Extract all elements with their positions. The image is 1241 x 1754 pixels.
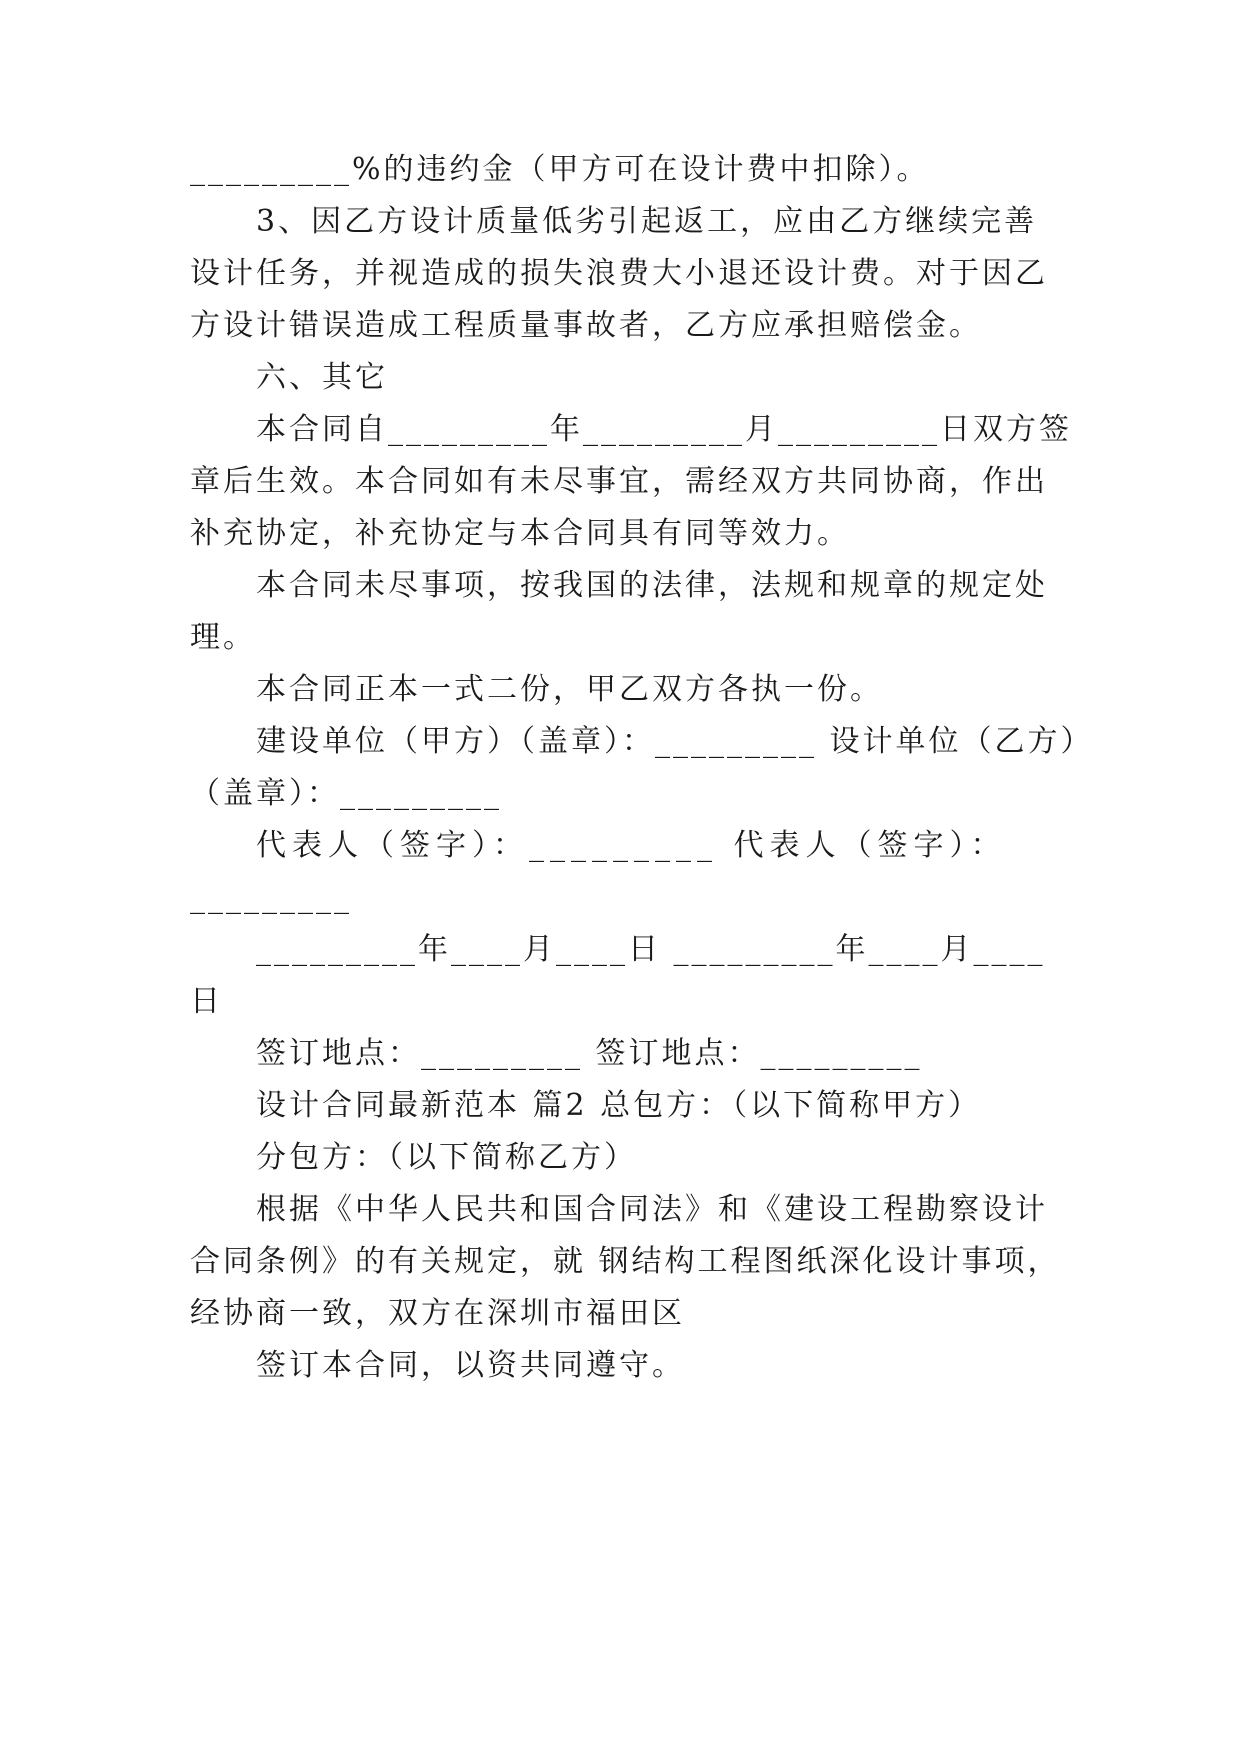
- signature-line: 代表人（签字）：_________ 代表人（签字）：: [256, 828, 1007, 863]
- section-heading: 设计合同最新范本 篇2 总包方：（以下简称甲方）: [256, 1088, 982, 1123]
- text-line: 分包方：（以下简称乙方）: [256, 1140, 637, 1175]
- text-line: 本合同正本一式二份，甲乙双方各执一份。: [256, 672, 883, 707]
- text-line: 理。: [190, 620, 256, 655]
- text-line: 本合同自_________年_________月_________日双方签: [256, 412, 1072, 447]
- location-line: 签订地点：_________ 签订地点：_________: [256, 1036, 923, 1071]
- text-line: 3、因乙方设计质量低劣引起返工，应由乙方继续完善: [256, 204, 1038, 239]
- text-line: 方设计错误造成工程质量事故者，乙方应承担赔偿金。: [190, 308, 982, 343]
- text-line: 经协商一致，双方在深圳市福田区: [190, 1296, 685, 1331]
- text-line: _________%的违约金（甲方可在设计费中扣除）。: [190, 152, 930, 187]
- text-line: 补充协定，补充协定与本合同具有同等效力。: [190, 516, 850, 551]
- text-line: 根据《中华人民共和国合同法》和《建设工程勘察设计: [256, 1192, 1048, 1227]
- text-line: 合同条例》的有关规定，就 钢结构工程图纸深化设计事项，: [190, 1244, 1061, 1279]
- text-line: 章后生效。本合同如有未尽事宜，需经双方共同协商，作出: [190, 464, 1048, 499]
- date-line: 日: [190, 984, 223, 1019]
- signature-line: _________: [190, 880, 352, 915]
- date-line: _________年____月____日 _________年____月____: [256, 932, 1046, 967]
- text-line: 本合同未尽事项，按我国的法律，法规和规章的规定处: [256, 568, 1048, 603]
- signature-line: （盖章）：_________: [190, 776, 502, 811]
- section-heading: 六、其它: [256, 360, 388, 395]
- signature-line: 建设单位（甲方）（盖章）：_________ 设计单位（乙方）: [256, 724, 1094, 759]
- text-line: 签订本合同，以资共同遵守。: [256, 1348, 685, 1383]
- text-line: 设计任务，并视造成的损失浪费大小退还设计费。对于因乙: [190, 256, 1048, 291]
